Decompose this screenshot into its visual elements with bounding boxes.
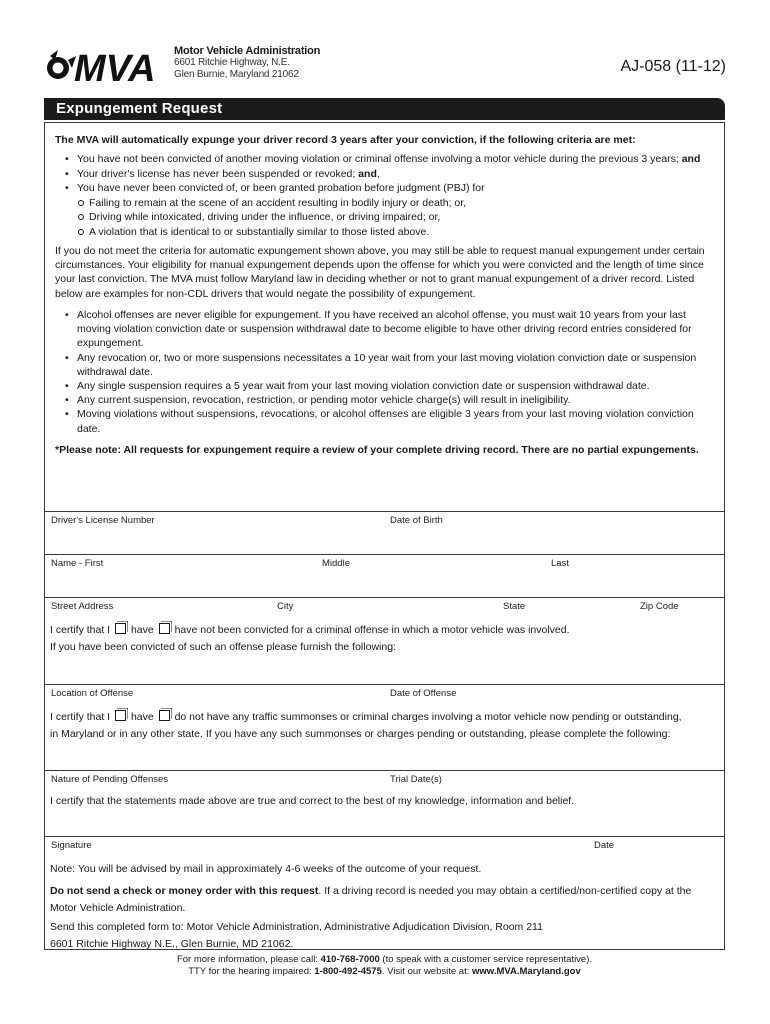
examples-list <box>65 308 717 436</box>
have-checkbox[interactable] <box>115 710 126 721</box>
divider <box>45 511 724 512</box>
footer-phone-line: For more information, please call: 410-768-7000 (to speak with a customer service representative). <box>176 954 593 965</box>
date-label: Date <box>594 840 615 851</box>
trial-dates-label: Trial Date(s) <box>390 774 442 785</box>
certification-pending: I certify that I have do not have any traffic summonses or criminal charges involving a motor vehicle now pending or outstanding, in Maryland or in any other state. If you have any such summonses or charges pending or outstanding, please complete the following: <box>50 711 682 740</box>
certification-convicted: I certify that I have have not been convicted for a criminal offense in which a motor vehicle was involved. If you have been convicted of such an offense please furnish the following: <box>50 624 570 653</box>
list-item: • Any revocation or, two or more suspensions necessitates a 10 year wait from your last moving violation conviction date or suspension withdrawal date. <box>65 351 717 379</box>
divider <box>45 554 724 555</box>
send-to-address: Send this completed form to: Motor Vehicle Administration, Administrative Adjudication Division, Room 211 6601 Ritchie Highway N.E., Glen Burnie, MD 21062. <box>50 921 543 950</box>
agency-address-line-2: Glen Burnie, Maryland 21062 <box>174 69 299 80</box>
sub-criteria-list <box>77 196 717 240</box>
middle-name-label: Middle <box>322 558 350 569</box>
list-item: • Your driver's license has never been suspended or revoked; and, <box>65 167 717 182</box>
title-bar <box>44 98 725 120</box>
license-number-label: Driver's License Number <box>51 515 155 526</box>
list-item: A violation that is identical to or substantially similar to those listed above. <box>77 225 717 240</box>
list-item: Driving while intoxicated, driving under the influence, or driving impaired; or, <box>77 210 717 225</box>
do-not-have-checkbox[interactable] <box>159 710 170 721</box>
zip-code-label: Zip Code <box>640 601 679 612</box>
divider <box>45 770 724 771</box>
city-label: City <box>277 601 294 612</box>
manual-expungement-paragraph: If you do not meet the criteria for automatic expungement shown above, you may still be able to request manual expungement under certain circumstances. Your eligibility for manual expungement depends upon the offense for which you were convicted and the length of time since your last conviction. The MVA must follow Maryland law in deciding whether or not to grant manual expungement of a driver record. Listed below are examples for non-CDL drivers that would negate the possibility of expungement. <box>55 245 705 300</box>
agency-info <box>174 45 320 81</box>
list-item: • You have not been convicted of another moving violation or criminal offense involving a motor vehicle during the previous 3 years; and <box>65 152 717 167</box>
page-title: Expungement Request <box>56 100 223 117</box>
divider <box>45 836 724 837</box>
list-item: Failing to remain at the scene of an accident resulting in bodily injury or death; or, <box>77 196 717 211</box>
footer <box>44 954 725 978</box>
signature-label: Signature <box>51 840 92 851</box>
list-item: • Any single suspension requires a 5 year wait from your last moving violation conviction date or suspension withdrawal date. <box>65 379 717 393</box>
phone-number: 410-768-7000 <box>320 954 380 965</box>
certification-truth: I certify that the statements made above are true and correct to the best of my knowledge, information and belief. <box>50 795 575 807</box>
list-item: • Any current suspension, revocation, restriction, or pending motor vehicle charge(s) will result in ineligibility. <box>65 393 717 407</box>
date-of-offense-label: Date of Offense <box>390 688 457 699</box>
no-check-note: Do not send a check or money order with this request. If a driving record is needed you may obtain a certified/non-certified copy at the Motor Vehicle Administration. <box>50 885 692 914</box>
agency-name: Motor Vehicle Administration <box>174 45 321 57</box>
divider <box>45 684 724 685</box>
state-label: State <box>503 601 526 612</box>
form-body <box>44 122 725 950</box>
intro-text: The MVA will automatically expunge your driver record 3 years after your conviction, if the following criteria are met: <box>55 134 636 146</box>
form-header <box>44 44 730 90</box>
list-item: • You have never been convicted of, or been granted probation before judgment (PBJ) for Failing to remain at the scene of an accident resulting in bodily injury or death; or, Driving while intoxicated, driving under the influence, or driving impaired; or, A violation that is identical to or substantially similar to those listed above. <box>65 181 717 239</box>
list-item: • Alcohol offenses are never eligible for expungement. If you have received an alcohol offense, you must wait 10 years from your last moving violation conviction date or suspension withdrawal date to become eligible to have other driving record entries considered for expungement. <box>65 308 717 351</box>
street-address-label: Street Address <box>51 601 114 612</box>
first-name-label: Name - First <box>51 558 104 569</box>
last-name-label: Last <box>551 558 569 569</box>
tty-number: 1-800-492-4575 <box>314 966 382 977</box>
have-not-checkbox[interactable] <box>159 623 170 634</box>
agency-address-line-1: 6601 Ritchie Highway, N.E. <box>174 57 290 68</box>
footer-tty-line: TTY for the hearing impaired: 1-800-492-4575. Visit our website at: www.MVA.Maryland.gov <box>188 966 581 977</box>
please-note: *Please note: All requests for expungement require a review of your complete driving record. There are no partial expungements. <box>55 444 699 456</box>
advise-note: Note: You will be advised by mail in approximately 4-6 weeks of the outcome of your request. <box>50 863 482 875</box>
divider <box>45 597 724 598</box>
nature-of-pending-offenses-label: Nature of Pending Offenses <box>51 774 169 785</box>
form-number: AJ-058 (11-12) <box>620 58 726 75</box>
date-of-birth-label: Date of Birth <box>390 515 443 526</box>
svg-text:MVA: MVA <box>74 48 156 86</box>
list-item: • Moving violations without suspensions, revocations, or alcohol offenses are eligible 3 years from your last moving violation conviction date. <box>65 407 717 435</box>
criteria-list <box>65 152 717 239</box>
have-checkbox[interactable] <box>115 623 126 634</box>
mva-logo <box>44 46 168 86</box>
website-link[interactable]: www.MVA.Maryland.gov <box>472 966 581 977</box>
location-of-offense-label: Location of Offense <box>51 688 134 699</box>
